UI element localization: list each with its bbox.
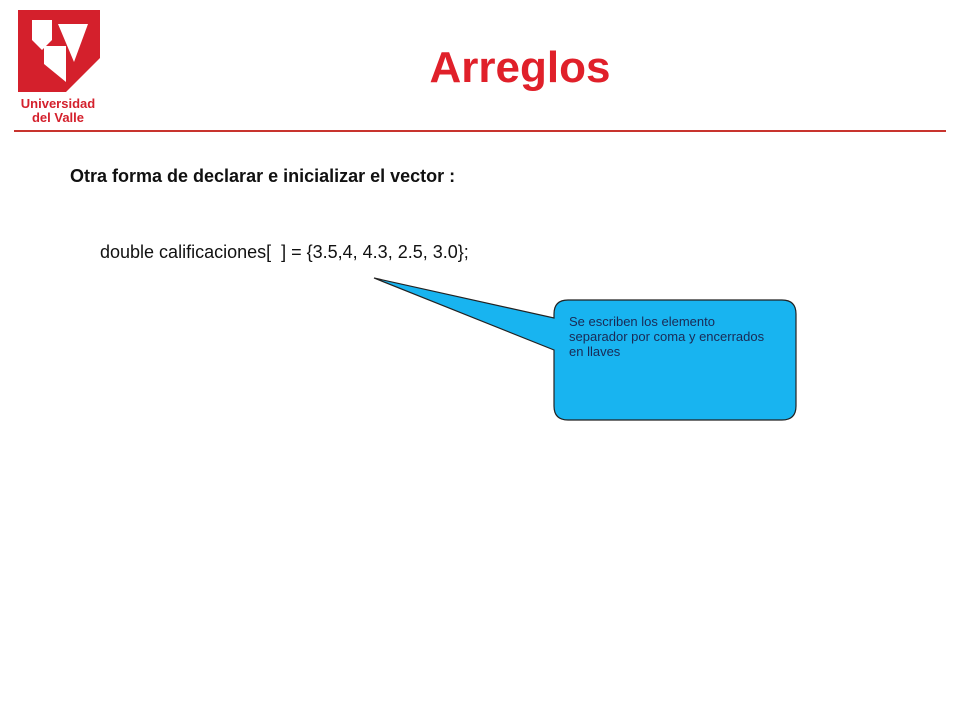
slide-subtitle: Otra forma de declarar e inicializar el vector : (70, 166, 456, 186)
logo-text-line2: del Valle (31, 110, 85, 125)
callout-text: Se escriben los elemento separador por coma y encerrados en llaves (569, 314, 765, 359)
slide-title: Arreglos (429, 43, 611, 92)
code-line: double calificaciones[ ] = {3.5,4, 4.3, 2.5, 3.0}; (100, 242, 469, 262)
logo-text-line1: Universidad (20, 96, 96, 111)
